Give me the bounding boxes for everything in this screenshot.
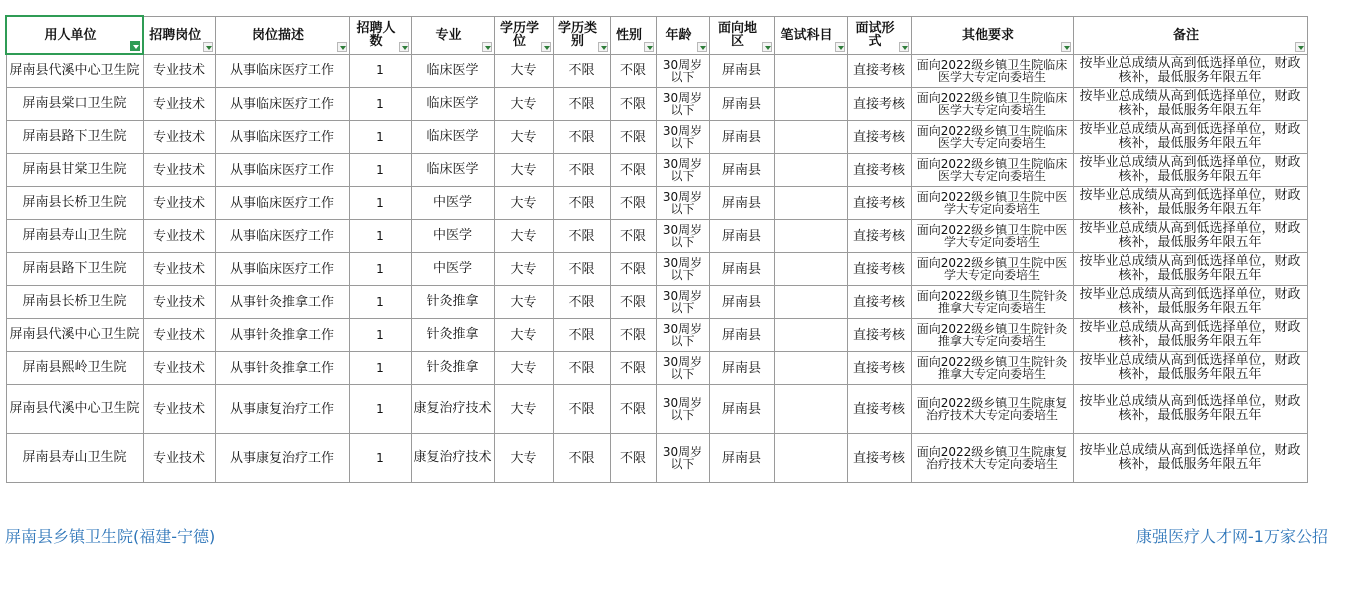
cell-edu-type[interactable]: 不限 xyxy=(553,385,610,434)
cell-degree[interactable]: 大专 xyxy=(494,319,553,352)
cell-description[interactable]: 从事临床医疗工作 xyxy=(215,253,349,286)
cell-remarks[interactable]: 按毕业总成绩从高到低选择单位，财政核补，最低服务年限五年 xyxy=(1073,253,1307,286)
table-row xyxy=(6,385,1307,434)
cell-edu-type[interactable]: 不限 xyxy=(553,319,610,352)
cell-written-exam[interactable] xyxy=(774,54,847,88)
filter-dropdown-icon[interactable] xyxy=(899,42,909,52)
table-row xyxy=(6,154,1307,187)
header-edu-type xyxy=(553,16,610,54)
cell-region[interactable]: 屏南县 xyxy=(709,385,774,434)
footer-source-left: 屏南县乡镇卫生院(福建-宁德) xyxy=(5,527,216,546)
header-written-exam xyxy=(774,16,847,54)
filter-dropdown-icon[interactable] xyxy=(541,42,551,52)
filter-dropdown-icon[interactable] xyxy=(203,42,213,52)
cell-unit[interactable]: 屏南县代溪中心卫生院 xyxy=(6,319,143,352)
cell-region[interactable]: 屏南县 xyxy=(709,88,774,121)
cell-unit[interactable]: 屏南县熙岭卫生院 xyxy=(6,352,143,385)
cell-degree[interactable]: 大专 xyxy=(494,286,553,319)
table-row xyxy=(6,434,1307,483)
cell-edu-type[interactable]: 不限 xyxy=(553,253,610,286)
cell-interview[interactable]: 直接考核 xyxy=(847,88,911,121)
cell-age[interactable]: 30周岁以下 xyxy=(656,319,709,352)
header-label: 面试形 式 xyxy=(855,21,895,49)
cell-age[interactable]: 30周岁以下 xyxy=(656,220,709,253)
cell-description[interactable]: 从事临床医疗工作 xyxy=(215,187,349,220)
footer-source-right: 康强医疗人才网-1万家公招 xyxy=(1136,527,1328,546)
cell-major[interactable]: 临床医学 xyxy=(411,154,494,187)
cell-unit[interactable]: 屏南县棠口卫生院 xyxy=(6,88,143,121)
cell-gender[interactable]: 不限 xyxy=(610,154,656,187)
header-label: 笔试科目 xyxy=(780,27,833,43)
cell-gender[interactable]: 不限 xyxy=(610,220,656,253)
cell-description[interactable]: 从事临床医疗工作 xyxy=(215,88,349,121)
cell-remarks[interactable]: 按毕业总成绩从高到低选择单位，财政核补，最低服务年限五年 xyxy=(1073,154,1307,187)
cell-position[interactable]: 专业技术 xyxy=(143,352,215,385)
cell-unit[interactable]: 屏南县寿山卫生院 xyxy=(6,220,143,253)
cell-other-reqs[interactable]: 面向2022级乡镇卫生院临床医学大专定向委培生 xyxy=(911,121,1073,154)
header-count xyxy=(349,16,411,54)
cell-major[interactable]: 针灸推拿 xyxy=(411,286,494,319)
header-label: 专业 xyxy=(435,27,462,43)
cell-written-exam[interactable] xyxy=(774,286,847,319)
cell-written-exam[interactable] xyxy=(774,121,847,154)
header-label: 备注 xyxy=(1172,27,1199,43)
header-position xyxy=(143,16,215,54)
cell-degree[interactable]: 大专 xyxy=(494,187,553,220)
filter-dropdown-icon[interactable] xyxy=(1061,42,1071,52)
cell-remarks[interactable]: 按毕业总成绩从高到低选择单位，财政核补，最低服务年限五年 xyxy=(1073,121,1307,154)
header-label: 用人单位 xyxy=(44,27,97,43)
cell-degree[interactable]: 大专 xyxy=(494,434,553,483)
cell-gender[interactable]: 不限 xyxy=(610,385,656,434)
cell-interview[interactable]: 直接考核 xyxy=(847,434,911,483)
cell-age[interactable]: 30周岁以下 xyxy=(656,121,709,154)
cell-position[interactable]: 专业技术 xyxy=(143,385,215,434)
header-label: 学历学 位 xyxy=(499,21,539,49)
cell-remarks[interactable]: 按毕业总成绩从高到低选择单位，财政核补，最低服务年限五年 xyxy=(1073,434,1307,483)
cell-description[interactable]: 从事针灸推拿工作 xyxy=(215,352,349,385)
filter-dropdown-icon[interactable] xyxy=(644,42,654,52)
header-description xyxy=(215,16,349,54)
cell-degree[interactable]: 大专 xyxy=(494,385,553,434)
cell-written-exam[interactable] xyxy=(774,154,847,187)
cell-age[interactable]: 30周岁以下 xyxy=(656,352,709,385)
recruitment-table xyxy=(5,15,1308,483)
header-other-reqs xyxy=(911,16,1073,54)
header-label: 学历类 别 xyxy=(557,21,597,49)
header-label: 其他要求 xyxy=(961,27,1014,43)
table-row xyxy=(6,121,1307,154)
cell-unit[interactable]: 屏南县长桥卫生院 xyxy=(6,187,143,220)
cell-remarks[interactable]: 按毕业总成绩从高到低选择单位，财政核补，最低服务年限五年 xyxy=(1073,286,1307,319)
cell-region[interactable]: 屏南县 xyxy=(709,54,774,88)
cell-interview[interactable]: 直接考核 xyxy=(847,319,911,352)
filter-dropdown-icon[interactable] xyxy=(337,42,347,52)
cell-interview[interactable]: 直接考核 xyxy=(847,220,911,253)
cell-major[interactable]: 中医学 xyxy=(411,220,494,253)
cell-unit[interactable]: 屏南县寿山卫生院 xyxy=(6,434,143,483)
table-row xyxy=(6,220,1307,253)
cell-unit[interactable]: 屏南县代溪中心卫生院 xyxy=(6,385,143,434)
table-row xyxy=(6,352,1307,385)
header-remarks xyxy=(1073,16,1307,54)
header-label: 年龄 xyxy=(665,27,692,43)
cell-gender[interactable]: 不限 xyxy=(610,121,656,154)
cell-description[interactable]: 从事临床医疗工作 xyxy=(215,154,349,187)
cell-description[interactable]: 从事康复治疗工作 xyxy=(215,385,349,434)
cell-edu-type[interactable]: 不限 xyxy=(553,352,610,385)
cell-description[interactable]: 从事临床医疗工作 xyxy=(215,220,349,253)
cell-major[interactable]: 临床医学 xyxy=(411,54,494,88)
cell-other-reqs[interactable]: 面向2022级乡镇卫生院临床医学大专定向委培生 xyxy=(911,88,1073,121)
cell-gender[interactable]: 不限 xyxy=(610,187,656,220)
cell-position[interactable]: 专业技术 xyxy=(143,434,215,483)
cell-region[interactable]: 屏南县 xyxy=(709,187,774,220)
filter-dropdown-icon[interactable] xyxy=(598,42,608,52)
cell-interview[interactable]: 直接考核 xyxy=(847,352,911,385)
cell-unit[interactable]: 屏南县路下卫生院 xyxy=(6,253,143,286)
table-row xyxy=(6,253,1307,286)
cell-unit[interactable]: 屏南县代溪中心卫生院 xyxy=(6,54,143,88)
table-row xyxy=(6,54,1307,88)
filter-dropdown-icon[interactable] xyxy=(482,42,492,52)
cell-age[interactable]: 30周岁以下 xyxy=(656,88,709,121)
cell-other-reqs[interactable]: 面向2022级乡镇卫生院中医学大专定向委培生 xyxy=(911,187,1073,220)
cell-major[interactable]: 针灸推拿 xyxy=(411,319,494,352)
cell-age[interactable]: 30周岁以下 xyxy=(656,187,709,220)
cell-other-reqs[interactable]: 面向2022级乡镇卫生院康复治疗技术大专定向委培生 xyxy=(911,434,1073,483)
cell-other-reqs[interactable]: 面向2022级乡镇卫生院针灸推拿大专定向委培生 xyxy=(911,352,1073,385)
cell-count[interactable]: 1 xyxy=(349,121,411,154)
cell-major[interactable]: 针灸推拿 xyxy=(411,352,494,385)
cell-remarks[interactable]: 按毕业总成绩从高到低选择单位，财政核补，最低服务年限五年 xyxy=(1073,319,1307,352)
cell-unit[interactable]: 屏南县路下卫生院 xyxy=(6,121,143,154)
cell-count[interactable]: 1 xyxy=(349,54,411,88)
header-age xyxy=(656,16,709,54)
cell-region[interactable]: 屏南县 xyxy=(709,220,774,253)
cell-description[interactable]: 从事临床医疗工作 xyxy=(215,121,349,154)
header-degree xyxy=(494,16,553,54)
cell-other-reqs[interactable]: 面向2022级乡镇卫生院中医学大专定向委培生 xyxy=(911,253,1073,286)
cell-age[interactable]: 30周岁以下 xyxy=(656,434,709,483)
cell-other-reqs[interactable]: 面向2022级乡镇卫生院临床医学大专定向委培生 xyxy=(911,54,1073,88)
cell-position[interactable]: 专业技术 xyxy=(143,121,215,154)
cell-gender[interactable]: 不限 xyxy=(610,54,656,88)
cell-degree[interactable]: 大专 xyxy=(494,220,553,253)
cell-major[interactable]: 中医学 xyxy=(411,187,494,220)
cell-count[interactable]: 1 xyxy=(349,385,411,434)
cell-count[interactable]: 1 xyxy=(349,286,411,319)
cell-edu-type[interactable]: 不限 xyxy=(553,121,610,154)
cell-edu-type[interactable]: 不限 xyxy=(553,88,610,121)
cell-remarks[interactable]: 按毕业总成绩从高到低选择单位，财政核补，最低服务年限五年 xyxy=(1073,352,1307,385)
cell-remarks[interactable]: 按毕业总成绩从高到低选择单位，财政核补，最低服务年限五年 xyxy=(1073,220,1307,253)
header-label: 招聘人 数 xyxy=(356,21,396,49)
cell-remarks[interactable]: 按毕业总成绩从高到低选择单位，财政核补，最低服务年限五年 xyxy=(1073,54,1307,88)
cell-written-exam[interactable] xyxy=(774,253,847,286)
cell-other-reqs[interactable]: 面向2022级乡镇卫生院针灸推拿大专定向委培生 xyxy=(911,286,1073,319)
header-major xyxy=(411,16,494,54)
table-row xyxy=(6,88,1307,121)
table-row xyxy=(6,286,1307,319)
cell-region[interactable]: 屏南县 xyxy=(709,319,774,352)
cell-gender[interactable]: 不限 xyxy=(610,286,656,319)
cell-position[interactable]: 专业技术 xyxy=(143,88,215,121)
filter-active-icon[interactable] xyxy=(130,41,140,51)
cell-gender[interactable]: 不限 xyxy=(610,253,656,286)
filter-dropdown-icon[interactable] xyxy=(762,42,772,52)
cell-count[interactable]: 1 xyxy=(349,88,411,121)
cell-degree[interactable]: 大专 xyxy=(494,121,553,154)
cell-degree[interactable]: 大专 xyxy=(494,352,553,385)
cell-remarks[interactable]: 按毕业总成绩从高到低选择单位，财政核补，最低服务年限五年 xyxy=(1073,88,1307,121)
header-label: 性别 xyxy=(615,27,642,43)
cell-major[interactable]: 中医学 xyxy=(411,253,494,286)
cell-position[interactable]: 专业技术 xyxy=(143,54,215,88)
cell-written-exam[interactable] xyxy=(774,220,847,253)
cell-interview[interactable]: 直接考核 xyxy=(847,385,911,434)
cell-degree[interactable]: 大专 xyxy=(494,154,553,187)
cell-remarks[interactable]: 按毕业总成绩从高到低选择单位，财政核补，最低服务年限五年 xyxy=(1073,187,1307,220)
cell-written-exam[interactable] xyxy=(774,434,847,483)
cell-interview[interactable]: 直接考核 xyxy=(847,54,911,88)
cell-age[interactable]: 30周岁以下 xyxy=(656,253,709,286)
filter-dropdown-icon[interactable] xyxy=(835,42,845,52)
cell-position[interactable]: 专业技术 xyxy=(143,220,215,253)
cell-interview[interactable]: 直接考核 xyxy=(847,253,911,286)
cell-other-reqs[interactable]: 面向2022级乡镇卫生院针灸推拿大专定向委培生 xyxy=(911,319,1073,352)
table-row xyxy=(6,319,1307,352)
cell-degree[interactable]: 大专 xyxy=(494,88,553,121)
cell-interview[interactable]: 直接考核 xyxy=(847,187,911,220)
cell-major[interactable]: 临床医学 xyxy=(411,121,494,154)
filter-dropdown-icon[interactable] xyxy=(697,42,707,52)
cell-region[interactable]: 屏南县 xyxy=(709,154,774,187)
cell-region[interactable]: 屏南县 xyxy=(709,286,774,319)
cell-position[interactable]: 专业技术 xyxy=(143,319,215,352)
cell-edu-type[interactable]: 不限 xyxy=(553,434,610,483)
cell-count[interactable]: 1 xyxy=(349,319,411,352)
cell-unit[interactable]: 屏南县甘棠卫生院 xyxy=(6,154,143,187)
cell-region[interactable]: 屏南县 xyxy=(709,253,774,286)
cell-description[interactable]: 从事针灸推拿工作 xyxy=(215,319,349,352)
cell-age[interactable]: 30周岁以下 xyxy=(656,154,709,187)
cell-written-exam[interactable] xyxy=(774,187,847,220)
cell-edu-type[interactable]: 不限 xyxy=(553,187,610,220)
cell-position[interactable]: 专业技术 xyxy=(143,253,215,286)
cell-other-reqs[interactable]: 面向2022级乡镇卫生院康复治疗技术大专定向委培生 xyxy=(911,385,1073,434)
cell-written-exam[interactable] xyxy=(774,352,847,385)
cell-description[interactable]: 从事康复治疗工作 xyxy=(215,434,349,483)
cell-gender[interactable]: 不限 xyxy=(610,88,656,121)
cell-count[interactable]: 1 xyxy=(349,253,411,286)
cell-interview[interactable]: 直接考核 xyxy=(847,121,911,154)
table-row xyxy=(6,187,1307,220)
cell-region[interactable]: 屏南县 xyxy=(709,121,774,154)
cell-written-exam[interactable] xyxy=(774,385,847,434)
cell-edu-type[interactable]: 不限 xyxy=(553,154,610,187)
cell-gender[interactable]: 不限 xyxy=(610,352,656,385)
cell-region[interactable]: 屏南县 xyxy=(709,352,774,385)
cell-description[interactable]: 从事临床医疗工作 xyxy=(215,54,349,88)
cell-description[interactable]: 从事针灸推拿工作 xyxy=(215,286,349,319)
header-region xyxy=(709,16,774,54)
cell-count[interactable]: 1 xyxy=(349,434,411,483)
header-label: 招聘岗位 xyxy=(149,27,202,43)
cell-written-exam[interactable] xyxy=(774,88,847,121)
cell-region[interactable]: 屏南县 xyxy=(709,434,774,483)
cell-major[interactable]: 康复治疗技术 xyxy=(411,434,494,483)
cell-degree[interactable]: 大专 xyxy=(494,54,553,88)
cell-interview[interactable]: 直接考核 xyxy=(847,286,911,319)
filter-dropdown-icon[interactable] xyxy=(1295,42,1305,52)
cell-interview[interactable]: 直接考核 xyxy=(847,154,911,187)
header-label: 岗位描述 xyxy=(251,27,304,43)
cell-gender[interactable]: 不限 xyxy=(610,319,656,352)
header-gender xyxy=(610,16,656,54)
cell-other-reqs[interactable]: 面向2022级乡镇卫生院中医学大专定向委培生 xyxy=(911,220,1073,253)
cell-edu-type[interactable]: 不限 xyxy=(553,220,610,253)
cell-degree[interactable]: 大专 xyxy=(494,253,553,286)
header-row xyxy=(6,16,1307,54)
cell-position[interactable]: 专业技术 xyxy=(143,154,215,187)
cell-major[interactable]: 临床医学 xyxy=(411,88,494,121)
cell-major[interactable]: 康复治疗技术 xyxy=(411,385,494,434)
cell-count[interactable]: 1 xyxy=(349,187,411,220)
cell-count[interactable]: 1 xyxy=(349,352,411,385)
cell-count[interactable]: 1 xyxy=(349,220,411,253)
header-unit xyxy=(6,16,143,54)
cell-age[interactable]: 30周岁以下 xyxy=(656,54,709,88)
cell-position[interactable]: 专业技术 xyxy=(143,187,215,220)
cell-position[interactable]: 专业技术 xyxy=(143,286,215,319)
header-interview xyxy=(847,16,911,54)
header-label: 面向地 区 xyxy=(717,21,757,49)
cell-gender[interactable]: 不限 xyxy=(610,434,656,483)
cell-remarks[interactable]: 按毕业总成绩从高到低选择单位，财政核补，最低服务年限五年 xyxy=(1073,385,1307,434)
cell-other-reqs[interactable]: 面向2022级乡镇卫生院临床医学大专定向委培生 xyxy=(911,154,1073,187)
cell-age[interactable]: 30周岁以下 xyxy=(656,385,709,434)
cell-unit[interactable]: 屏南县长桥卫生院 xyxy=(6,286,143,319)
cell-count[interactable]: 1 xyxy=(349,154,411,187)
cell-written-exam[interactable] xyxy=(774,319,847,352)
cell-age[interactable]: 30周岁以下 xyxy=(656,286,709,319)
cell-edu-type[interactable]: 不限 xyxy=(553,286,610,319)
cell-edu-type[interactable]: 不限 xyxy=(553,54,610,88)
filter-dropdown-icon[interactable] xyxy=(399,42,409,52)
